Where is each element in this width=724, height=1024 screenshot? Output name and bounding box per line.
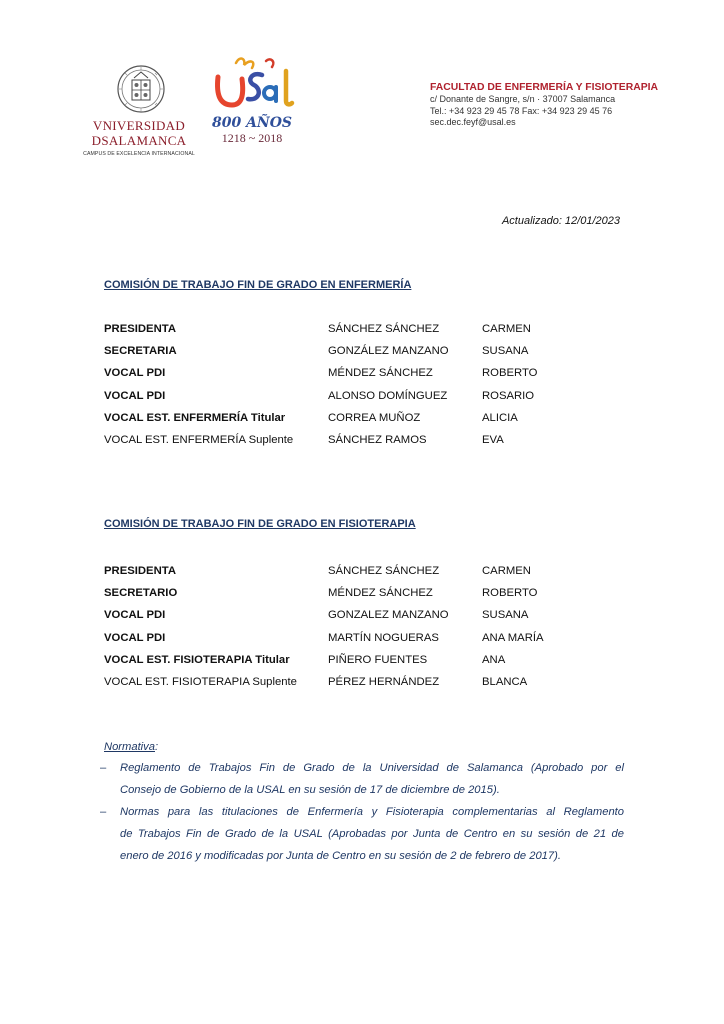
- member-role: VOCAL EST. ENFERMERÍA Suplente: [104, 433, 294, 446]
- member-surname: SÁNCHEZ SÁNCHEZ: [328, 565, 440, 577]
- normativa-line: de Trabajos Fin de Grado de la USAL (Aprobadas por Junta de Centro en su sesión de 21 de: [120, 828, 624, 840]
- member-role: VOCAL EST. FISIOTERAPIA Suplente: [104, 675, 297, 688]
- member-given-name: EVA: [482, 433, 504, 446]
- member-row: [104, 676, 574, 698]
- faculty-contact: [430, 81, 670, 129]
- member-surname: ALONSO DOMÍNGUEZ: [328, 389, 448, 402]
- commission-members-enfermeria: [104, 323, 574, 456]
- anniversary-logo: [206, 55, 298, 155]
- member-given-name: CARMEN: [482, 565, 531, 577]
- normativa-line: Consejo de Gobierno de la USAL en su sesión de 17 de diciembre de 2015).: [120, 784, 500, 796]
- commission-title-fisioterapia: COMISIÓN DE TRABAJO FIN DE GRADO EN FISIOTERAPIA: [104, 518, 416, 530]
- member-given-name: ANA MARÍA: [482, 631, 544, 644]
- normativa-item: [100, 801, 624, 867]
- university-name-line1: VNIVERSIDAD: [92, 118, 186, 133]
- member-row: [104, 632, 574, 654]
- normativa-title-colon: :: [154, 741, 159, 753]
- member-role: VOCAL EST. FISIOTERAPIA Titular: [104, 653, 290, 666]
- member-given-name: ANA: [482, 653, 506, 666]
- normativa-line: enero de 2016 y modificadas por Junta de Centro en su sesión de 2 de febrero de 2017).: [120, 850, 561, 862]
- member-row: [104, 654, 574, 676]
- dash-bullet-icon: –: [100, 806, 107, 818]
- member-role: SECRETARIA: [104, 345, 177, 358]
- member-role: VOCAL PDI: [104, 389, 166, 402]
- university-seal-icon: [114, 64, 168, 114]
- faculty-email: sec.dec.feyf@usal.es: [430, 117, 516, 127]
- member-row: [104, 609, 574, 631]
- member-surname: MARTÍN NOGUERAS: [328, 631, 439, 644]
- member-row: [104, 412, 574, 434]
- updated-date: Actualizado: 12/01/2023: [501, 215, 620, 227]
- member-given-name: SUSANA: [482, 609, 529, 622]
- commission-title-enfermeria: COMISIÓN DE TRABAJO FIN DE GRADO EN ENFERMERÍA: [104, 279, 412, 291]
- normativa-section: [100, 741, 624, 867]
- commission-members-fisioterapia: [104, 565, 574, 698]
- normativa-item: [100, 757, 624, 801]
- member-role: VOCAL PDI: [104, 367, 166, 380]
- member-surname: GONZALEZ MANZANO: [328, 609, 449, 622]
- member-row: [104, 587, 574, 609]
- member-role: PRESIDENTA: [104, 323, 176, 335]
- member-given-name: SUSANA: [482, 345, 529, 358]
- anniversary-mark-icon: [206, 55, 298, 133]
- member-given-name: CARMEN: [482, 323, 531, 335]
- normativa-line: Normas para las titulaciones de Enfermería y Fisioterapia complementarias al Reglamento: [120, 806, 624, 818]
- member-surname: MÉNDEZ SÁNCHEZ: [328, 367, 433, 380]
- member-role: PRESIDENTA: [104, 565, 176, 577]
- member-surname: PÉREZ HERNÁNDEZ: [328, 675, 440, 688]
- dash-bullet-icon: –: [100, 762, 107, 774]
- faculty-address: c/ Donante de Sangre, s/n · 37007 Salamanca: [430, 94, 616, 104]
- member-row: [104, 390, 574, 412]
- campus-tagline: CAMPUS DE EXCELENCIA INTERNACIONAL: [83, 151, 195, 157]
- member-role: VOCAL PDI: [104, 609, 166, 622]
- member-surname: SÁNCHEZ RAMOS: [328, 433, 427, 446]
- member-given-name: ROBERTO: [482, 367, 538, 380]
- member-surname: SÁNCHEZ SÁNCHEZ: [328, 323, 440, 335]
- university-logo: [78, 64, 200, 158]
- member-given-name: ALICIA: [482, 411, 518, 424]
- member-given-name: ROBERTO: [482, 587, 538, 600]
- member-row: [104, 367, 574, 389]
- member-row: [104, 565, 574, 587]
- member-surname: PIÑERO FUENTES: [328, 653, 428, 666]
- normativa-title: Normativa: [104, 741, 155, 753]
- member-given-name: ROSARIO: [482, 389, 535, 402]
- anniversary-years: 1218 ~ 2018: [221, 131, 283, 145]
- anniversary-subtitle: 800 AÑOS: [211, 115, 293, 131]
- member-row: [104, 345, 574, 367]
- faculty-name: FACULTAD DE ENFERMERÍA Y FISIOTERAPIA: [430, 82, 659, 93]
- member-row: [104, 434, 574, 456]
- member-row: [104, 323, 574, 345]
- university-name-line2: DSALAMANCA: [91, 133, 187, 148]
- member-surname: MÉNDEZ SÁNCHEZ: [328, 587, 433, 600]
- member-surname: CORREA MUÑOZ: [328, 411, 421, 424]
- normativa-heading: [104, 741, 624, 753]
- member-role: VOCAL PDI: [104, 631, 166, 644]
- member-role: VOCAL EST. ENFERMERÍA Titular: [104, 411, 286, 424]
- member-given-name: BLANCA: [482, 675, 528, 688]
- member-role: SECRETARIO: [104, 587, 178, 600]
- normativa-line: Reglamento de Trabajos Fin de Grado de la Universidad de Salamanca (Aprobado por el: [120, 762, 624, 774]
- faculty-phone: Tel.: +34 923 29 45 78 Fax: +34 923 29 45 76: [430, 105, 613, 116]
- member-surname: GONZÁLEZ MANZANO: [328, 345, 449, 358]
